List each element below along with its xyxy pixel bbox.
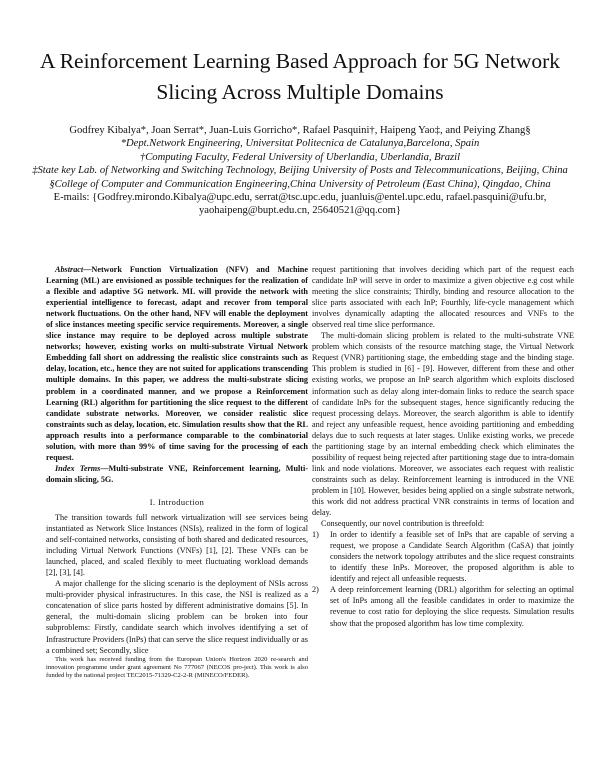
abstract-text: —Network Function Virtualization (NFV) and Machine Learning (ML) are envisioned as possible techniques for the realization of a flexible and adaptive 5G network. ML will provide the network with experiential intelligence to forecast, adapt and recover from temporal network fluctuations. On the other hand, NFV will enable the deployment of slice instances meeting specific service requirements. Moreover, a single slice instance may require to be deployed across multiple substrate networks; however, existing works on multi-substrate Virtual Network Embedding fall short on addressing the realistic slice constraints such as delay, location, etc., hence they are not suited for applications transcending multiple domains. In this paper, we address the multi-substrate slicing problem in a coordinated manner, and we propose a Reinforcement Learning (RL) algorithm for partitioning the slice request to the different candidate substrate networks. Moreover, we consider realistic slice constraints such as delay, location, etc. Simulation results show that the RL approach results into a performance comparable to the combinatorial solution, with more than 99% of time saving for the processing of each request.: [46, 265, 308, 462]
list-item-number: 2): [312, 585, 319, 595]
author-block: [20, 124, 580, 218]
abstract: [46, 264, 308, 463]
list-item-number: 1): [312, 530, 319, 540]
list-item: [312, 529, 574, 584]
intro-paragraph-1: The transition towards full network virtualization will see services being instantiated as Network Slice Instances (NSIs), realized in the form of logical and self-contained networks, consisting of both shared and dedicated resources, including Virtual Network Functions (VNFs) [1], [2]. These VNFs can be launched, placed, and scaled flexibly to meet fluctuating workload demands [2], [3], [4].: [46, 512, 308, 578]
index-terms: [46, 463, 308, 485]
right-paragraph-2: The multi-domain slicing problem is related to the multi-substrate VNE problem which consists of the resource matching stage, the Virtual Network Request (VNR) partitioning stage, the embedding stage and the binding stage. This problem is studied in [6] - [9]. However, different from these and other existing works, we propose an InP search algorithm which exploits disclosed information such as delay along inter-domain links to reduce the search space of candidate InPs for the subsequent stages, hence significantly reducing the request processing delays. Moreover, the search algorithm is able to identify and reject any unfeasible request, hence avoiding partitioning and embedding delays due to such requests at later stages. Unlike existing works, we precede the partitioning stage by an internal embedding check which eliminates the possibility of request being rejected after partitioning stage due to intra-domain link and node violations. Moreover, we associates each request with realistic constraints such as delay. Reinforcement learning is introduced in the VNE problem in [10]. However, besides being applied on a single substrate network, this work did not address practical VNR constraints in terms of location and delay.: [312, 331, 574, 518]
right-paragraph-3: Consequently, our novel contribution is threefold:: [321, 519, 485, 529]
affiliation-3: ‡State key Lab. of Networking and Switching Technology, Beijing University of Posts and Telecommunications, Beijing, China: [32, 165, 568, 177]
list-item-text: In order to identify a feasible set of InPs that are capable of serving a request, we propose a Candidate Search Algorithm (CaSA) that jointly considers the network topology attributes and the slice request constraints to identify these InPs. Moreover, the proposed algorithm is able to identify and reject all unfeasible requests.: [330, 530, 574, 584]
paper-title: A Reinforcement Learning Based Approach for 5G Network Slicing Across Multiple Domains: [39, 49, 561, 104]
author-list: Godfrey Kibalya*, Joan Serrat*, Juan-Luis Gorricho*, Rafael Pasquini†, Haipeng Yao‡, and Peiying Zhang§: [69, 125, 531, 136]
funding-footnote: This work has received funding from the European Union's Horizon 2020 re-search and innovation programme under grant agreement No 777067 (NECOS pro-ject). This work is also funded by the national project TEC2015-71329-C2-2-R (MINECO/FEDER).: [46, 655, 308, 680]
list-item-text: A deep reinforcement learning (DRL) algorithm for selecting an optimal set of InPs among all the feasible candidates in order to maximize the revenue to cost ratio for deploying the slice requests. Simulation results show that the proposed algorithm has low time complexity.: [330, 585, 574, 628]
index-terms-label: Index Terms: [55, 463, 101, 473]
list-item: [312, 584, 574, 628]
right-column: [312, 264, 574, 629]
emails-line-1: E-mails: {Godfrey.mirondo.Kibalya@upc.edu, serrat@tsc.upc.edu, juanluis@entel.upc.edu, rafael.pasquini@ufu.br,: [53, 192, 547, 204]
affiliation-1: *Dept.Network Engineering, Universitat Politecnica de Catalunya,Barcelona, Spain: [120, 138, 480, 150]
intro-paragraph-2: A major challenge for the slicing scenario is the deployment of NSIs across multi-provider physical infrastructures. In this case, the NSI is realized as a concatenation of slice parts hosted by different administrative domains [5]. In general, the multi-domain slicing problem can be broken into four subproblems: Firstly, candidate search which involves identifying a set of Infrastructure Providers (InPs) that can serve the slice request individually or as a combined set; Secondly, slice: [46, 579, 308, 655]
contribution-list: [312, 529, 574, 628]
right-paragraph-1: request partitioning that involves deciding which part of the request each candidate InP will serve in order to maximize a given objective e.g cost while meeting the slice constraints; Thirdly, binding and resource allocation to the slice parts associated with each InP; Fourthly, life-cycle management which involves dynamically adapting the allocated resources and VNFs to the observed real time slice performance.: [312, 265, 574, 330]
abstract-label: Abstract: [55, 265, 84, 274]
affiliation-4: §College of Computer and Communication Engineering,China University of Petroleum (East China), Qingdao, China: [49, 178, 551, 190]
emails-line-2: yaohaipeng@bupt.edu.cn, 25640521@qq.com}: [198, 205, 401, 217]
affiliation-2: †Computing Faculty, Federal University of Uberlandia, Uberlandia, Brazil: [139, 151, 461, 163]
section-heading-introduction: I. Introduction: [149, 497, 205, 507]
index-terms-text: —Multi-substrate VNE, Reinforcement learning, Multi-domain slicing, 5G.: [46, 463, 309, 484]
left-column: [46, 264, 308, 680]
